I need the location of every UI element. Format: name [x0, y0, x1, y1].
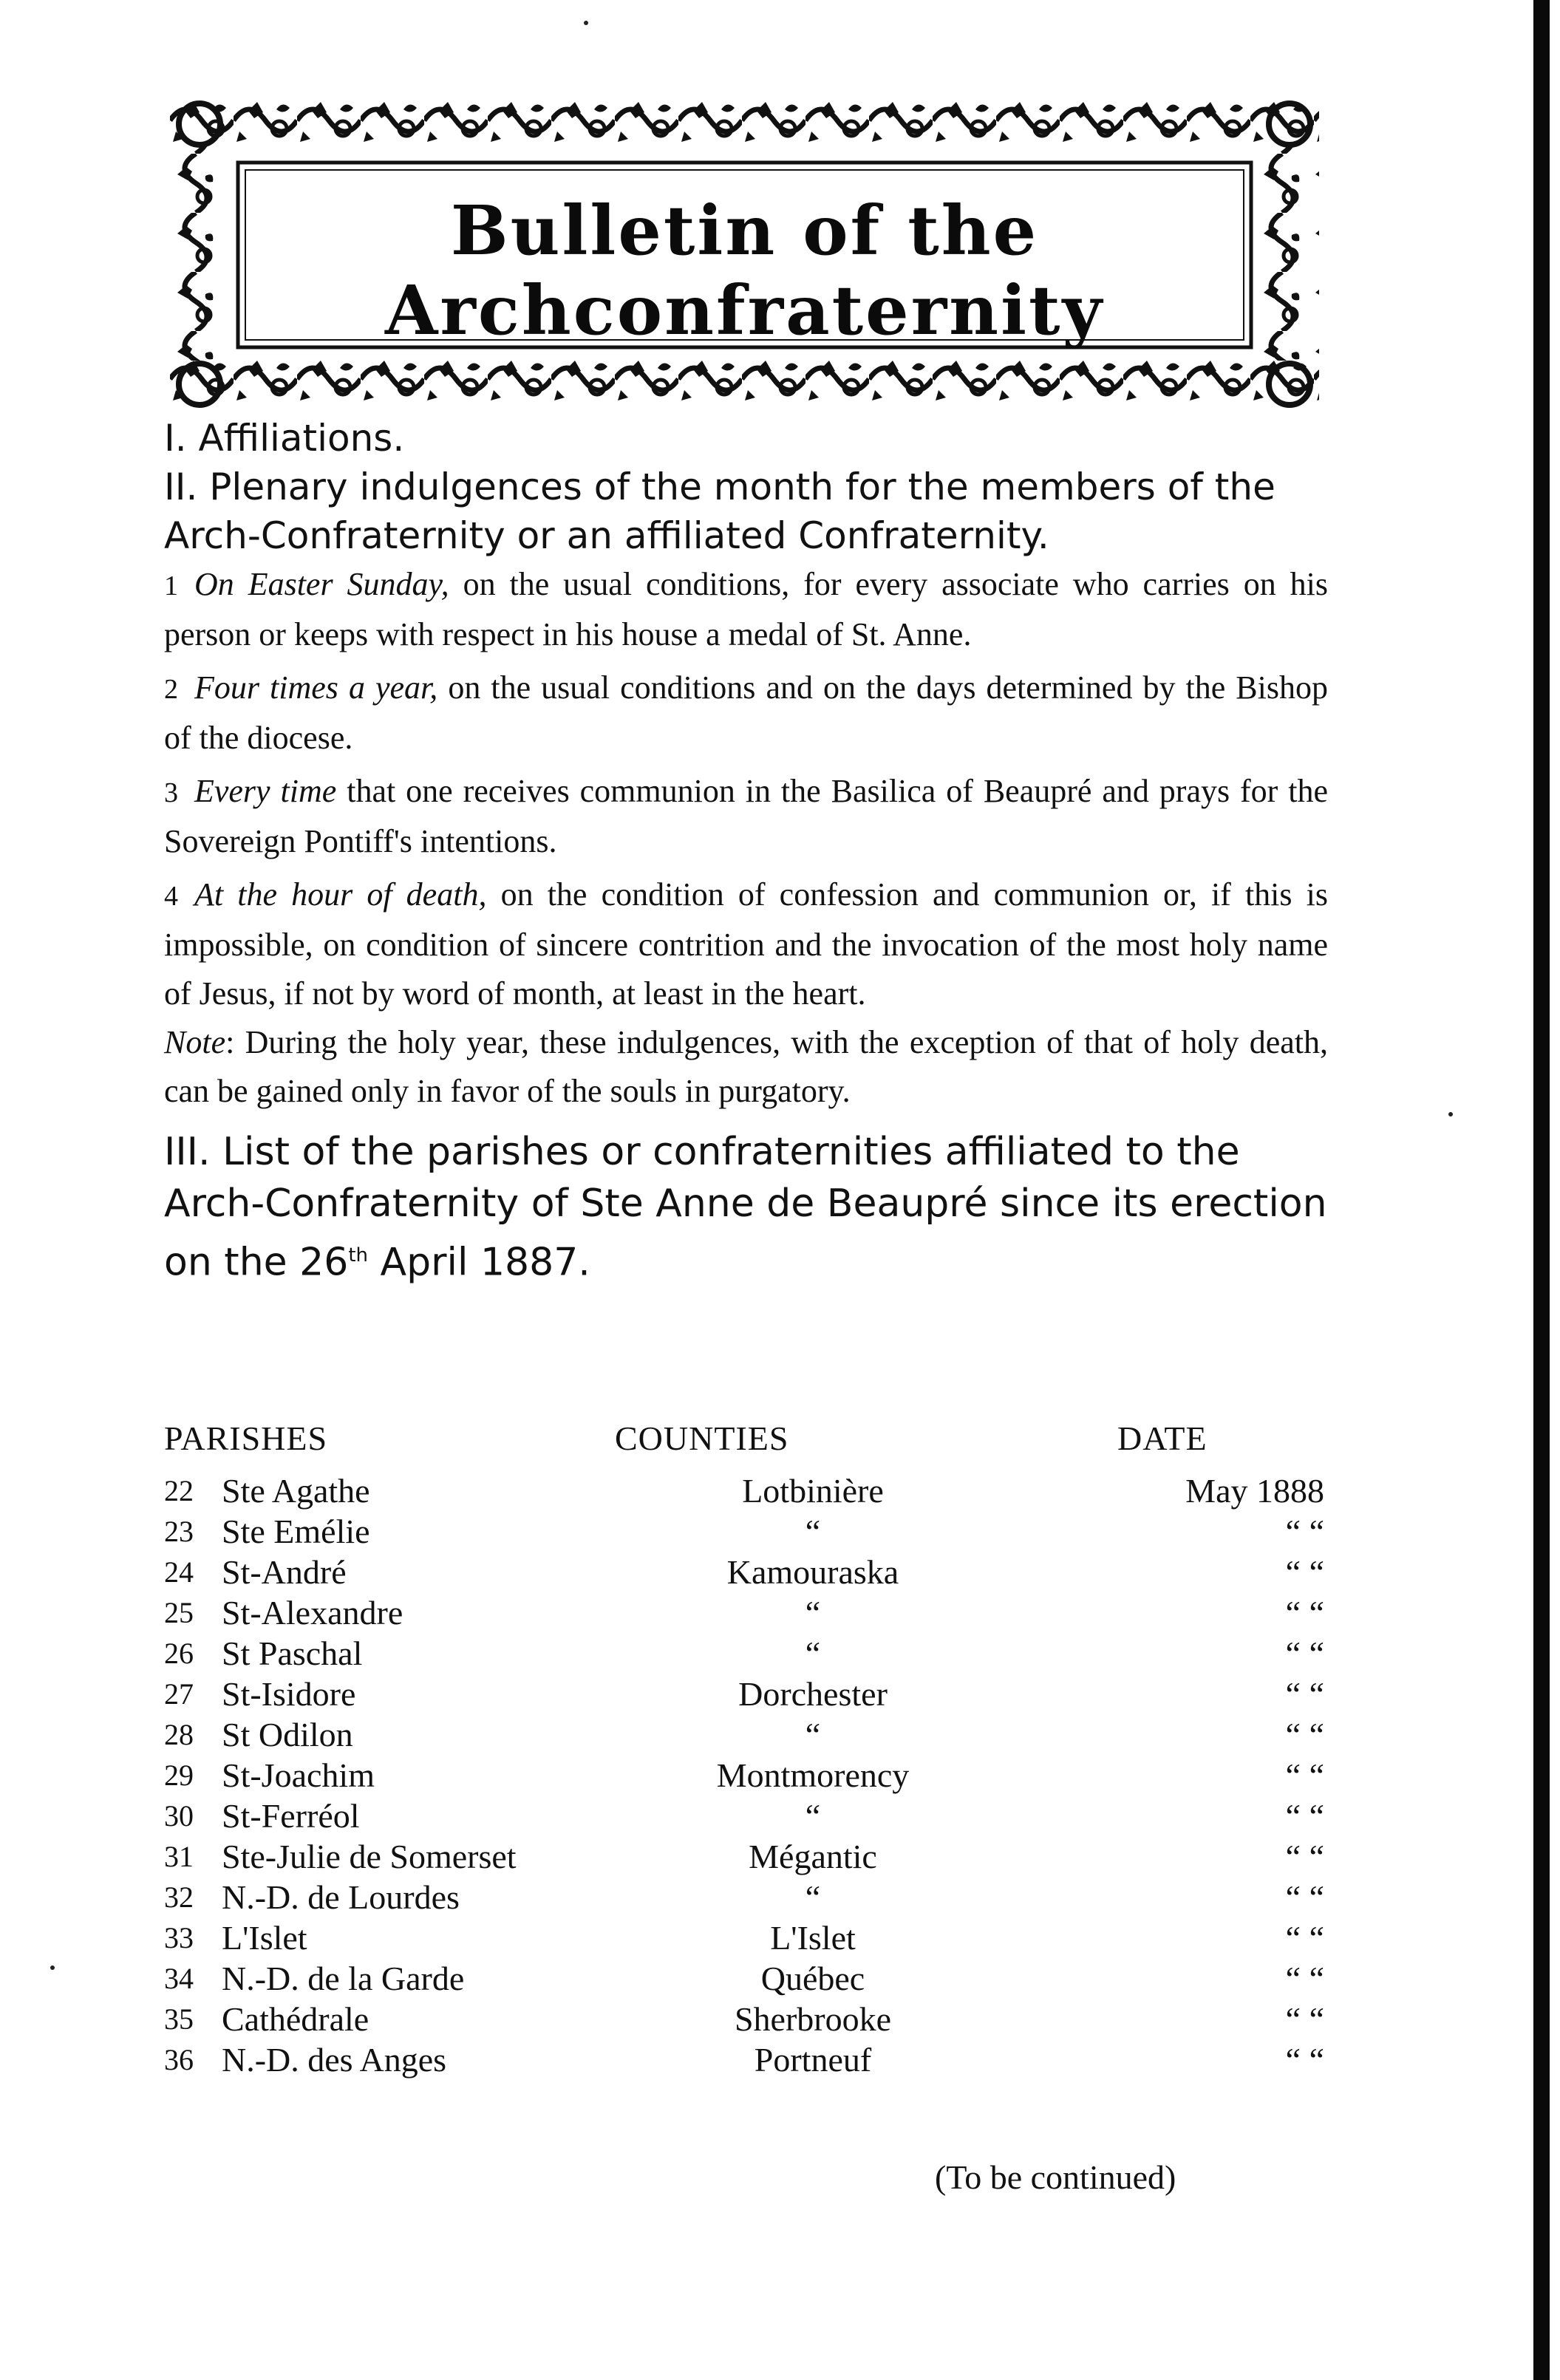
- table-row: [164, 1917, 1328, 1958]
- note-text: : During the holy year, these indulgences, with the exception of that of holy death, can be gained only in favor of the souls in purgatory.: [164, 1024, 1328, 1109]
- article-body: [164, 414, 1328, 1288]
- parish-table: [164, 1419, 1328, 2080]
- parish-cell: St-André: [222, 1553, 347, 1591]
- indulgence-item: [164, 870, 1328, 1018]
- parish-cell: St-Isidore: [222, 1675, 356, 1713]
- item-text: on the condition of confession and communion or, if this is impossible, on condition of sincere contrition and the invocation of the most holy name of Jesus, if not by word of month, at least in the heart.: [164, 876, 1328, 1012]
- parish-cell: Cathédrale: [222, 2000, 369, 2038]
- table-row: [164, 1958, 1328, 1999]
- header-date: DATE: [1117, 1419, 1208, 1457]
- row-number: 31: [164, 1840, 194, 1873]
- county-cell: Sherbrooke: [734, 2000, 892, 2038]
- county-cell: Dorchester: [738, 1675, 888, 1713]
- continued-note: (To be continued): [935, 2158, 1176, 2196]
- row-number: 22: [164, 1474, 194, 1507]
- item-number: 2: [164, 674, 178, 705]
- date-cell: “ “: [1285, 1756, 1324, 1794]
- row-number: 34: [164, 1962, 194, 1995]
- county-cell: “: [805, 1797, 821, 1835]
- county-cell: Lotbinière: [742, 1472, 884, 1510]
- table-row: [164, 1511, 1328, 1552]
- date-cell: “ “: [1285, 1553, 1324, 1591]
- table-row: [164, 1592, 1328, 1633]
- date-cell: May 1888: [1185, 1472, 1324, 1510]
- county-cell: Mégantic: [749, 1838, 877, 1875]
- county-cell: “: [805, 1878, 821, 1916]
- county-cell: Portneuf: [754, 2041, 872, 2079]
- row-number: 35: [164, 2002, 194, 2036]
- parish-cell: N.-D. des Anges: [222, 2041, 447, 2079]
- item-text: that one receives communion in the Basilica of Beaupré and prays for the Sovereign Pontiff's intentions.: [164, 773, 1329, 859]
- table-row: [164, 1552, 1328, 1592]
- county-cell: Québec: [760, 1960, 865, 1997]
- item-text: on the usual conditions and on the days determined by the Bishop of the diocese.: [164, 669, 1329, 756]
- indulgence-item: [164, 767, 1328, 866]
- banner-title: Bulletin of the Archconfraternity: [385, 191, 1104, 350]
- row-number: 30: [164, 1799, 194, 1832]
- date-cell: “ “: [1285, 1919, 1324, 1957]
- table-row: [164, 1877, 1328, 1917]
- indulgence-item: [164, 664, 1328, 763]
- table-row: [164, 1633, 1328, 1674]
- date-cell: “ “: [1285, 1594, 1324, 1631]
- row-number: 27: [164, 1677, 194, 1711]
- row-number: 23: [164, 1515, 194, 1548]
- row-number: 36: [164, 2043, 194, 2076]
- date-cell: “ “: [1285, 1513, 1324, 1550]
- section-heading-affiliations: I. Affiliations.: [164, 417, 405, 460]
- row-number: 29: [164, 1759, 194, 1792]
- date-cell: “ “: [1285, 1675, 1324, 1713]
- item-lead: Four times a year,: [194, 669, 438, 706]
- date-cell: “ “: [1285, 1960, 1324, 1997]
- county-cell: L'Islet: [770, 1919, 856, 1957]
- item-lead: On Easter Sunday,: [194, 566, 449, 602]
- date-cell: “ “: [1285, 2000, 1324, 2038]
- note-label: Note: [164, 1024, 226, 1060]
- parish-cell: Ste Agathe: [222, 1472, 370, 1510]
- table-row: [164, 1674, 1328, 1714]
- print-speck: [584, 21, 588, 25]
- table-header: [164, 1419, 1328, 1470]
- print-speck: [50, 1965, 55, 1970]
- date-cell: “ “: [1285, 2041, 1324, 2079]
- parish-cell: N.-D. de Lourdes: [222, 1878, 460, 1916]
- county-cell: “: [805, 1513, 821, 1550]
- parish-cell: St Odilon: [222, 1716, 353, 1753]
- row-number: 25: [164, 1596, 194, 1629]
- row-number: 32: [164, 1881, 194, 1914]
- table-row: [164, 2039, 1328, 2080]
- date-cell: “ “: [1285, 1797, 1324, 1835]
- header-parishes: PARISHES: [164, 1419, 328, 1457]
- county-cell: Montmorency: [716, 1756, 910, 1794]
- county-cell: “: [805, 1634, 821, 1672]
- item-lead: Every time: [194, 773, 337, 809]
- parish-cell: St-Alexandre: [222, 1594, 403, 1631]
- item-number: 4: [164, 881, 178, 912]
- county-cell: Kamouraska: [726, 1553, 899, 1591]
- table-row: [164, 1999, 1328, 2039]
- table-row: [164, 1714, 1328, 1755]
- table-row: [164, 1796, 1328, 1836]
- item-number: 1: [164, 570, 178, 601]
- row-number: 24: [164, 1555, 194, 1589]
- parish-cell: Ste Emélie: [222, 1513, 370, 1550]
- indulgence-item: [164, 560, 1328, 659]
- header-counties: COUNTIES: [615, 1419, 789, 1457]
- section-heading-parish-list: III. List of the parishes or confraternities affiliated to the Arch-Confraternity of Ste Anne de Beaupré since its erection on the 26th April 1887.: [164, 1130, 1327, 1285]
- row-number: 28: [164, 1718, 194, 1751]
- page-edge-shadow: [1533, 0, 1550, 2380]
- date-cell: “ “: [1285, 1634, 1324, 1672]
- parish-cell: Ste-Julie de Somerset: [222, 1838, 517, 1875]
- date-cell: “ “: [1285, 1838, 1324, 1875]
- parish-cell: L'Islet: [222, 1919, 307, 1957]
- parish-cell: N.-D. de la Garde: [222, 1960, 465, 1997]
- section-heading-indulgences: II. Plenary indulgences of the month for the members of the Arch-Confraternity or an affiliated Confraternity.: [164, 466, 1275, 557]
- print-speck: [1448, 1112, 1453, 1116]
- note-paragraph: [164, 1018, 1328, 1116]
- table-row: [164, 1470, 1328, 1511]
- item-lead: At the hour of death,: [194, 876, 487, 913]
- county-cell: “: [805, 1594, 821, 1631]
- ornamental-banner: [170, 95, 1319, 412]
- table-row: [164, 1755, 1328, 1796]
- parish-cell: St-Ferréol: [222, 1797, 360, 1835]
- row-number: 26: [164, 1637, 194, 1670]
- parish-cell: St Paschal: [222, 1634, 363, 1672]
- table-row: [164, 1836, 1328, 1877]
- item-text: on the usual conditions, for every associate who carries on his person or keeps with respect in his house a medal of St. Anne.: [164, 566, 1329, 652]
- county-cell: “: [805, 1716, 821, 1753]
- table-body: [164, 1470, 1328, 2080]
- item-number: 3: [164, 777, 178, 808]
- parish-cell: St-Joachim: [222, 1756, 375, 1794]
- date-cell: “ “: [1285, 1716, 1324, 1753]
- date-cell: “ “: [1285, 1878, 1324, 1916]
- row-number: 33: [164, 1921, 194, 1954]
